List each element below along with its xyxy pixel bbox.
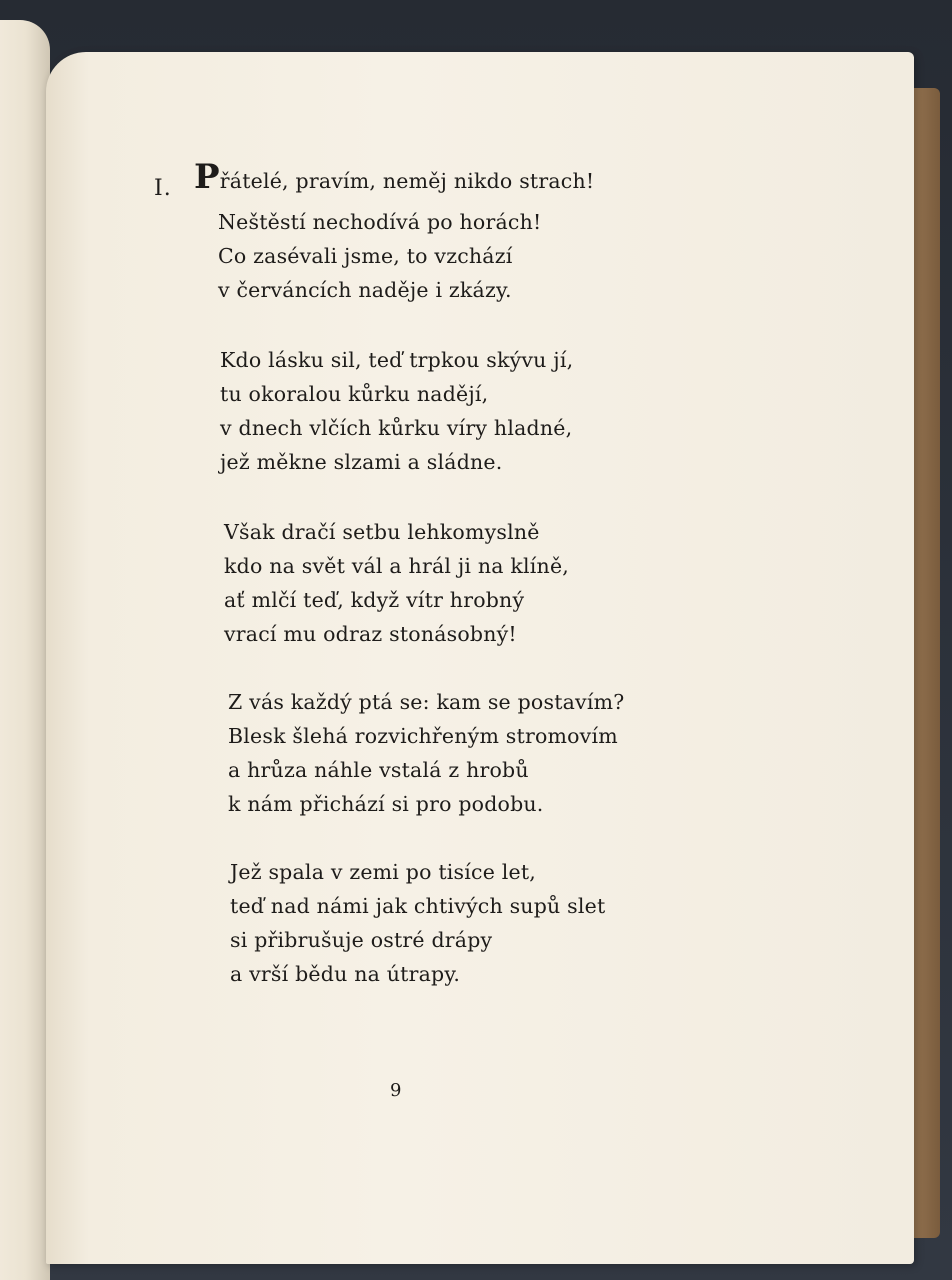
poem-line: Neštěstí nechodívá po horách! — [218, 210, 542, 234]
poem-line: Kdo lásku sil, teď trpkou skývu jí, — [220, 348, 574, 372]
poem-line: k nám přichází si pro podobu. — [228, 792, 544, 816]
poem-first-line — [194, 157, 595, 197]
poem-line: a vrší bědu na útrapy. — [230, 962, 461, 986]
poem-line: jež měkne slzami a sládne. — [220, 450, 503, 474]
poem-line: ať mlčí teď, když vítr hrobný — [224, 588, 525, 612]
poem-line: Co zasévali jsme, to vzchází — [218, 244, 513, 268]
drop-cap: P — [194, 157, 220, 197]
page-number: 9 — [390, 1080, 402, 1101]
poem-line: Z vás každý ptá se: kam se postavím? — [228, 690, 625, 714]
poem-line: kdo na svět vál a hrál ji na klíně, — [224, 554, 569, 578]
poem-line: vrací mu odraz stonásobný! — [224, 622, 517, 646]
poem-line: Jež spala v zemi po tisíce let, — [230, 860, 536, 884]
poem-line: v dnech vlčích kůrku víry hladné, — [220, 416, 573, 440]
poem-line: Blesk šlehá rozvichřeným stromovím — [228, 724, 618, 748]
poem-line: v červáncích naděje i zkázy. — [218, 278, 512, 302]
poem-line: tu okoralou kůrku nadějí, — [220, 382, 489, 406]
section-numeral: I. — [154, 176, 172, 201]
first-line-text: řátelé, pravím, neměj nikdo strach! — [219, 169, 595, 193]
poem — [46, 52, 914, 1264]
left-page — [0, 20, 50, 1280]
poem-line: Však dračí setbu lehkomyslně — [224, 520, 540, 544]
right-page — [46, 52, 914, 1264]
poem-line: a hrůza náhle vstalá z hrobů — [228, 758, 529, 782]
poem-line: si přibrušuje ostré drápy — [230, 928, 493, 952]
poem-line: teď nad námi jak chtivých supů slet — [230, 894, 606, 918]
